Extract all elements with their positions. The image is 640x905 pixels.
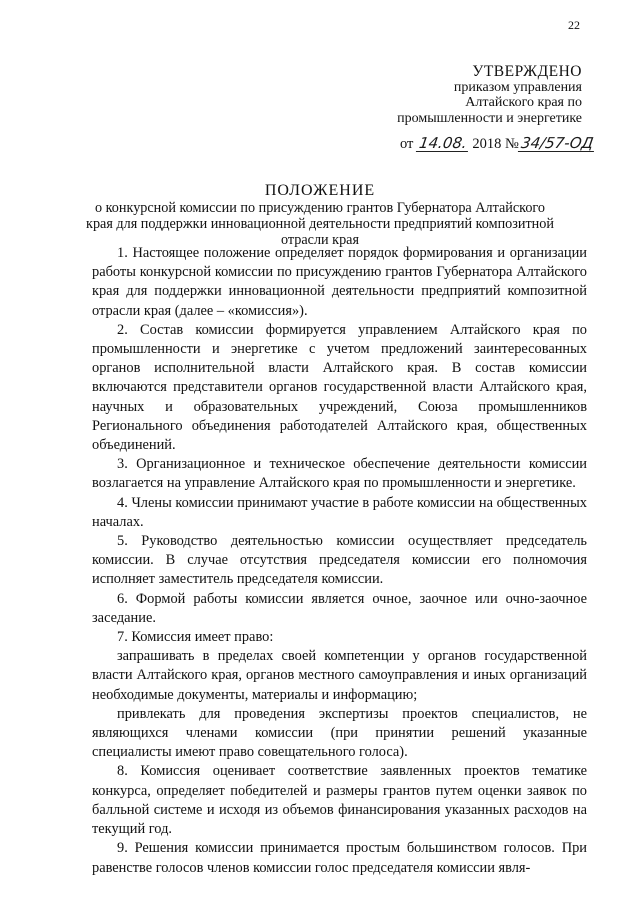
- paragraph: 4. Члены комиссии принимают участие в работе комиссии на общественных началах.: [92, 494, 587, 530]
- paragraph: 2. Состав комиссии формируется управлением Алтайского края по промышленности и энергетике с учетом предложений заинтересованных органов исполнительной власти Алтайского края. В состав комиссии включаются представители органов государственной власти Алтайского края, научных и образовательных учреждений, Союза промышленников Регионального объединения работодателей Алтайского края, общественных объединений.: [92, 321, 587, 454]
- approval-line: Алтайского края по: [465, 95, 582, 110]
- paragraph: 6. Формой работы комиссии является очное, заочное или очно-заочное заседание.: [92, 590, 587, 626]
- order-year: 2018: [472, 136, 502, 152]
- paragraph: 1. Настоящее положение определяет порядок формирования и организации работы конкурсной комиссии по присуждению грантов Губернатора Алтайского края для поддержки инновационной деятельности предприятий композитной отрасли края (далее – «комиссия»).: [92, 245, 587, 319]
- paragraph: 7. Комиссия имеет право:: [117, 629, 274, 646]
- approval-heading: УТВЕРЖДЕНО: [472, 63, 582, 80]
- order-date-handwritten: 14.08.: [417, 134, 469, 152]
- page-number: 22: [568, 18, 580, 32]
- paragraph: привлекать для проведения экспертизы проектов специалистов, не являющихся членами комиссии (при принятии решений указанные специалисты имеют право совещательного голоса).: [92, 705, 587, 761]
- order-prefix: от: [399, 136, 414, 152]
- approval-line: приказом управления: [453, 79, 582, 95]
- title-subtitle: о конкурсной комиссии по присуждению грантов Губернатора Алтайского края для поддержки инновационной деятельности предприятий композитной отрасли края: [86, 200, 554, 248]
- paragraph: запрашивать в пределах своей компетенции у органов государственной власти Алтайского края, органов местного самоуправления и иных организаций необходимые документы, материалы и информацию;: [92, 648, 587, 703]
- order-line: [400, 136, 595, 153]
- paragraph: 9. Решения комиссии принимается простым большинством голосов. При равенстве голосов членов комиссии голос председателя комиссии явля-: [92, 840, 587, 876]
- order-number-sign: №: [504, 136, 519, 152]
- paragraph: 3. Организационное и техническое обеспечение деятельности комиссии возлагается на управление Алтайского края по промышленности и энергетике.: [92, 456, 587, 492]
- body-text: [92, 244, 587, 878]
- title-main: ПОЛОЖЕНИЕ: [264, 182, 376, 199]
- approval-line: промышленности и энергетике: [397, 110, 582, 126]
- order-number-handwritten: 34/57-ОД: [519, 134, 595, 152]
- paragraph: 5. Руководство деятельностью комиссии осуществляет председатель комиссии. В случае отсутствия председателя комиссии его полномочия исполняет заместитель председателя комиссии.: [92, 533, 587, 588]
- paragraph: 8. Комиссия оценивает соответствие заявленных проектов тематике конкурса, определяет победителей и размеры грантов путем оценки заявок по балльной системе и исходя из объемов финансирования указанных расходов на текущий год.: [92, 763, 587, 838]
- document-title: [0, 183, 640, 248]
- approval-stamp: [397, 64, 582, 126]
